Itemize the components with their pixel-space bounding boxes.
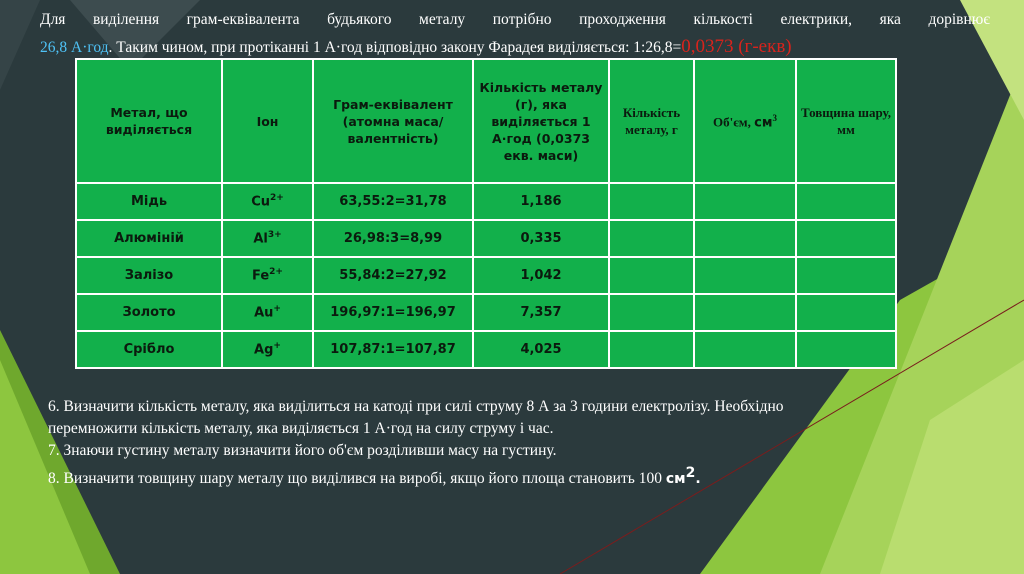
intro-value-highlight: 26,8 А·год [40, 39, 109, 56]
header-volume-unit: см [754, 115, 773, 131]
cell-equivalent: 107,87:1=107,87 [313, 331, 473, 368]
header-volume [694, 59, 796, 183]
cell-ion [222, 220, 313, 257]
cell-metal: Алюміній [76, 220, 222, 257]
cell-ion [222, 294, 313, 331]
metals-table [75, 58, 897, 369]
ion-symbol: Ag [254, 342, 274, 358]
intro-line-2 [40, 33, 990, 61]
cell-ion [222, 331, 313, 368]
cell-empty [694, 257, 796, 294]
cell-empty [609, 257, 694, 294]
header-volume-label: Об'єм, [712, 114, 751, 130]
task-8-end: . [695, 471, 701, 488]
header-ion: Іон [222, 59, 313, 183]
task-8 [48, 462, 978, 490]
cell-equivalent: 196,97:1=196,97 [313, 294, 473, 331]
ion-symbol: Au [254, 305, 274, 321]
cell-amount: 1,042 [473, 257, 609, 294]
cell-empty [796, 183, 896, 220]
cell-empty [796, 294, 896, 331]
cell-empty [694, 183, 796, 220]
task-6-line-2: перемножити кількість металу, яка виділяється 1 А·год на силу струму і час. [48, 420, 554, 437]
header-amount-per-ah: Кількість металу (г), яка виділяється 1 А·год (0,0373 екв. маси) [473, 59, 609, 183]
cell-empty [694, 331, 796, 368]
tasks-text [48, 396, 978, 490]
ion-symbol: Fe [252, 268, 270, 284]
cell-equivalent: 55,84:2=27,92 [313, 257, 473, 294]
table-row [76, 183, 896, 220]
header-metal: Метал, що виділяється [76, 59, 222, 183]
intro-result: 0,0373 (г-екв) [681, 36, 792, 57]
ion-charge: + [273, 341, 281, 352]
cell-empty [609, 331, 694, 368]
table-row [76, 220, 896, 257]
cell-empty [796, 257, 896, 294]
ion-charge: 2+ [269, 193, 284, 204]
task-8-text: 8. Визначити товщину шару металу що виділився на виробі, якщо його площа становить 100 [48, 470, 662, 488]
cell-amount: 1,186 [473, 183, 609, 220]
cell-metal: Срібло [76, 331, 222, 368]
cell-amount: 4,025 [473, 331, 609, 368]
intro-line-2-text: . Таким чином, при протіканні 1 А·год відповідно закону Фарадея виділяється: 1:26,8= [108, 39, 682, 56]
cell-metal: Золото [76, 294, 222, 331]
task-8-unit: см [665, 471, 686, 488]
header-volume-exp: 3 [772, 113, 778, 124]
cell-ion [222, 183, 313, 220]
header-metal-amount: Кількість металу, г [609, 59, 694, 183]
table-row [76, 331, 896, 368]
ion-charge: + [273, 304, 281, 315]
ion-symbol: Al [253, 231, 268, 247]
cell-equivalent: 63,55:2=31,78 [313, 183, 473, 220]
cell-equivalent: 26,98:3=8,99 [313, 220, 473, 257]
cell-empty [609, 220, 694, 257]
cell-amount: 0,335 [473, 220, 609, 257]
table-row [76, 257, 896, 294]
cell-metal: Мідь [76, 183, 222, 220]
cell-empty [609, 183, 694, 220]
cell-empty [796, 331, 896, 368]
cell-empty [609, 294, 694, 331]
header-gram-equivalent: Грам-еквівалент (атомна маса/валентність) [313, 59, 473, 183]
cell-empty [694, 294, 796, 331]
ion-charge: 3+ [267, 230, 282, 241]
cell-ion [222, 257, 313, 294]
ion-charge: 2+ [269, 267, 283, 278]
ion-symbol: Cu [251, 194, 270, 210]
intro-line-1: Для виділення грам-еквівалента будьякого металу потрібно проходження кількості електрики, яка дорівнює [40, 11, 990, 28]
table-row [76, 294, 896, 331]
table-header-row [76, 59, 896, 183]
intro-text [40, 6, 990, 61]
task-6-line-1: 6. Визначити кількість металу, яка виділиться на катоді при силі струму 8 А за 3 години електролізу. Необхідно [48, 398, 784, 415]
header-thickness: Товщина шару, мм [796, 59, 896, 183]
cell-empty [694, 220, 796, 257]
cell-empty [796, 220, 896, 257]
cell-metal: Залізо [76, 257, 222, 294]
cell-amount: 7,357 [473, 294, 609, 331]
task-8-exp: 2 [685, 465, 696, 481]
task-7: 7. Знаючи густину металу визначити його об'єм розділивши масу на густину. [48, 442, 557, 459]
